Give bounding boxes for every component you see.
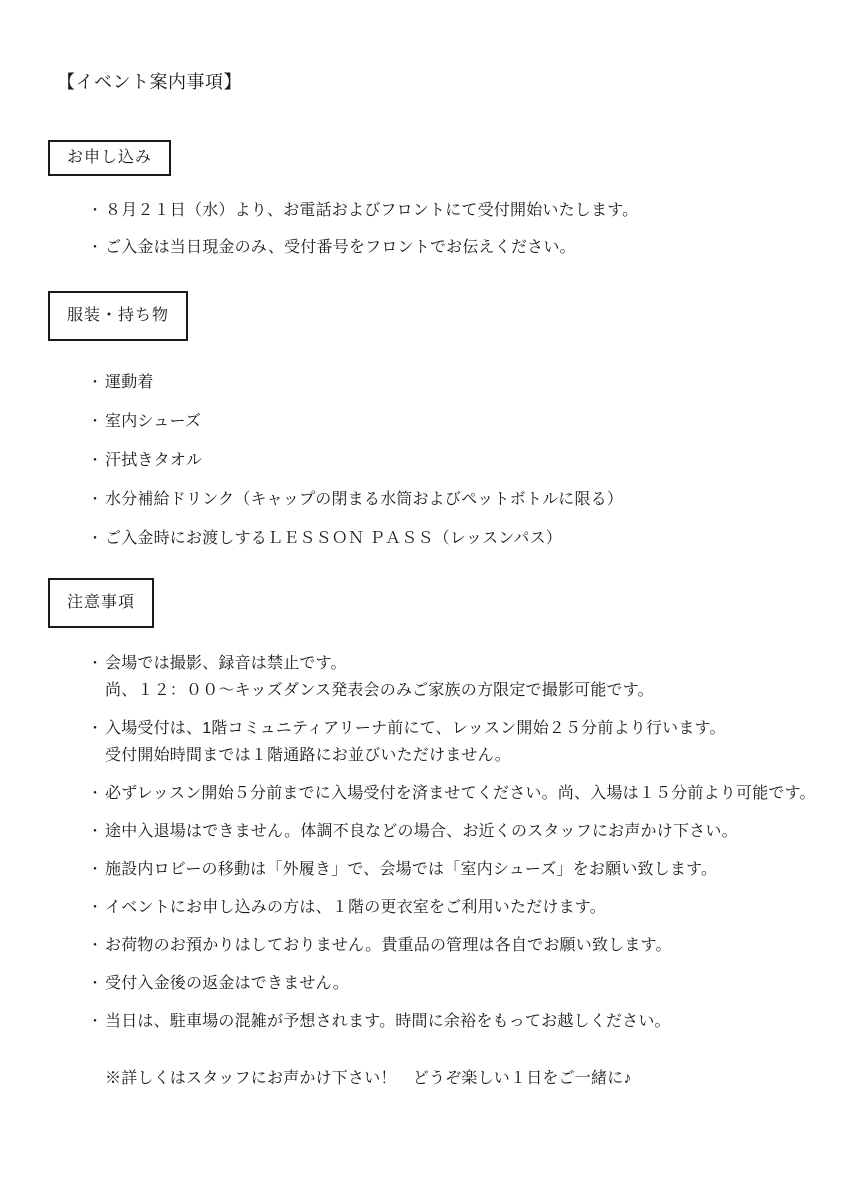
bullet-icon: ・ <box>88 655 102 671</box>
bullet-line: 途中入退場はできません。体調不良などの場合、お近くのスタッフにお声かけ下さい。 <box>105 823 738 840</box>
bullet-icon: ・ <box>88 374 102 390</box>
bullet-line: 運動着 <box>105 374 154 391</box>
section-application <box>0 140 849 176</box>
list-item <box>88 234 845 261</box>
list-item <box>88 525 845 552</box>
bullet-line: ご入金は当日現金のみ、受付番号をフロントでお伝えください。 <box>105 239 576 256</box>
bullet-line: 尚、１２：００～キッズダンス発表会のみご家族の方限定で撮影可能です。 <box>105 682 654 699</box>
list-item <box>88 369 845 396</box>
bullet-line: 施設内ロビーの移動は「外履き」で、会場では「室内シューズ」をお願い致します。 <box>105 861 718 878</box>
bullet-line: 受付入金後の返金はできません。 <box>105 975 349 992</box>
bullet-icon: ・ <box>88 202 102 218</box>
list-item <box>88 1008 845 1035</box>
section-heading-outfit: 服装・持ち物 <box>48 291 188 341</box>
footer-note: ※詳しくはスタッフにお声かけ下さい！ どうぞ楽しい１日をご一緒に♪ <box>105 1070 632 1087</box>
section-heading-application: お申し込み <box>48 140 171 176</box>
list-item <box>88 970 845 997</box>
bullet-icon: ・ <box>88 823 102 839</box>
bullet-line: 受付開始時間までは１階通路にお並びいただけません。 <box>105 747 511 764</box>
bullet-icon: ・ <box>88 530 102 546</box>
bullet-icon: ・ <box>88 491 102 507</box>
list-item <box>88 447 845 474</box>
bullet-line: イベントにお申し込みの方は、１階の更衣室をご利用いただけます。 <box>105 899 606 916</box>
bullet-line: 入場受付は、1階コミュニティアリーナ前にて、レッスン開始２５分前より行います。 <box>105 720 726 737</box>
bullet-icon: ・ <box>88 720 102 736</box>
list-item <box>88 486 845 513</box>
page-title: 【イベント案内事項】 <box>57 72 242 92</box>
list-item <box>88 856 845 883</box>
list-item <box>88 650 845 704</box>
bullet-icon: ・ <box>88 413 102 429</box>
bullet-line: お荷物のお預かりはしておりません。貴重品の管理は各自でお願い致します。 <box>105 937 672 954</box>
bullet-icon: ・ <box>88 937 102 953</box>
bullet-line: 当日は、駐車場の混雑が予想されます。時間に余裕をもってお越しください。 <box>105 1013 671 1030</box>
notes-list <box>0 650 849 1035</box>
section-heading-notes: 注意事項 <box>48 578 154 628</box>
list-item <box>88 197 845 224</box>
list-item <box>88 408 845 435</box>
bullet-line: 会場では撮影、録音は禁止です。 <box>105 655 347 672</box>
bullet-line: 必ずレッスン開始５分前までに入場受付を済ませてください。尚、入場は１５分前より可能です。 <box>105 785 816 802</box>
application-list <box>0 197 849 261</box>
list-item <box>88 932 845 959</box>
bullet-line: 室内シューズ <box>105 413 202 430</box>
section-notes <box>0 578 849 628</box>
bullet-line: ８月２１日（水）より、お電話およびフロントにて受付開始いたします。 <box>105 202 639 219</box>
bullet-icon: ・ <box>88 1013 102 1029</box>
bullet-icon: ・ <box>88 861 102 877</box>
bullet-icon: ・ <box>88 899 102 915</box>
bullet-line: ご入金時にお渡しするＬＥＳＳＯＮ ＰＡＳＳ（レッスンパス） <box>105 530 562 547</box>
list-item <box>88 780 845 807</box>
section-outfit <box>0 291 849 341</box>
bullet-line: 水分補給ドリンク（キャップの閉まる水筒およびペットボトルに限る） <box>105 491 624 508</box>
bullet-icon: ・ <box>88 452 102 468</box>
bullet-icon: ・ <box>88 785 102 801</box>
list-item <box>88 818 845 845</box>
bullet-icon: ・ <box>88 239 102 255</box>
outfit-list <box>0 369 849 552</box>
bullet-line: 汗拭きタオル <box>105 452 203 469</box>
list-item <box>88 894 845 921</box>
list-item <box>88 715 845 769</box>
bullet-icon: ・ <box>88 975 102 991</box>
